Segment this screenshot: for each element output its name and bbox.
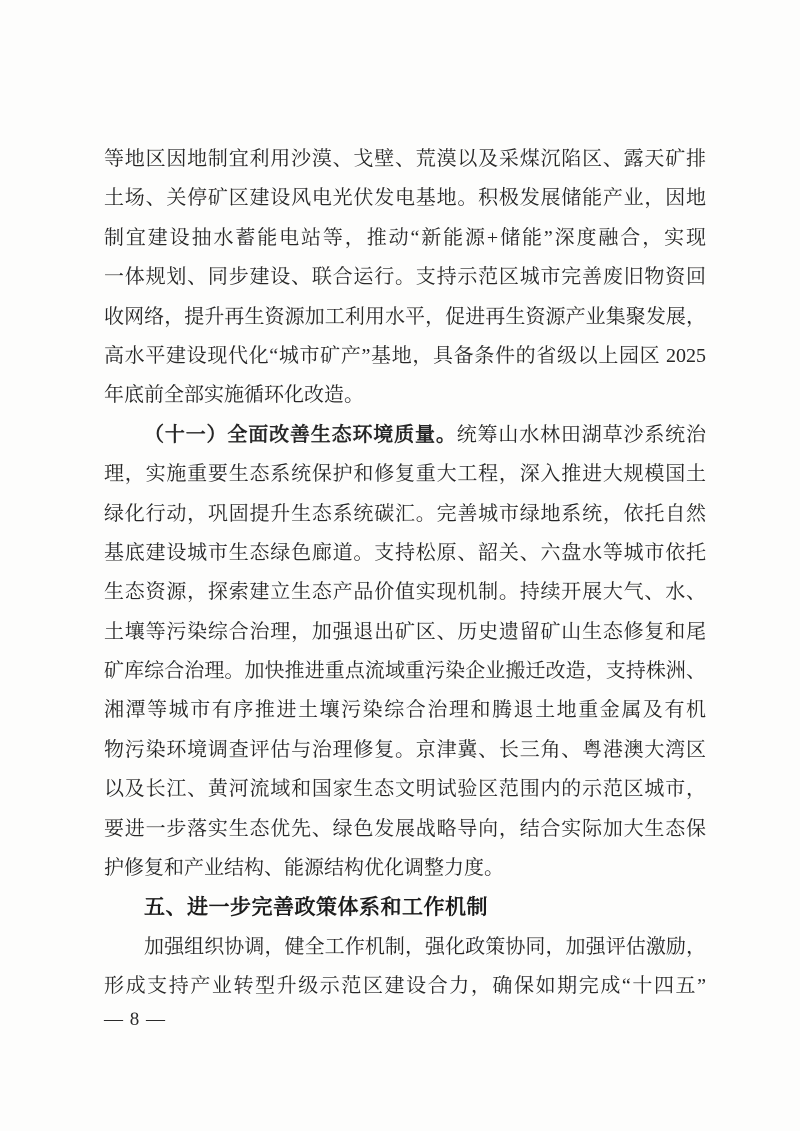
text-line xyxy=(104,731,706,770)
text-segment: 物污染环境调查评估与治理修复。京津冀、长三角、粤港澳大湾区 xyxy=(104,738,706,761)
text-segment: 收网络，提升再生资源加工利用水平，促进再生资源产业集聚发展， xyxy=(104,305,706,328)
text-line xyxy=(104,337,706,376)
text-segment: 要进一步落实生态优先、绿色发展战略导向，结合实际加大生态保 xyxy=(104,817,706,840)
text-line xyxy=(104,928,706,967)
text-line xyxy=(104,376,706,415)
text-segment: 理，实施重要生态系统保护和修复重大工程，深入推进大规模国土 xyxy=(104,463,706,486)
text-line xyxy=(104,140,706,179)
text-segment: 加强组织协调，健全工作机制，强化政策协同，加强评估激励， xyxy=(144,935,706,958)
text-segment: 土壤等污染综合治理，加强退出矿区、历史遗留矿山生态修复和尾 xyxy=(104,620,706,643)
text-segment: 湘潭等城市有序推进土壤污染综合治理和腾退土地重金属及有机 xyxy=(104,699,706,722)
page-number: — 8 — xyxy=(104,1009,166,1030)
text-line xyxy=(104,770,706,809)
text-segment: 一体规划、同步建设、联合运行。支持示范区城市完善废旧物资回 xyxy=(104,266,706,289)
text-segment: 以及长江、黄河流域和国家生态文明试验区范围内的示范区城市， xyxy=(104,778,706,801)
text-line xyxy=(104,495,706,534)
section-5-heading: 五、进一步完善政策体系和工作机制 xyxy=(144,896,488,920)
para-item-11-ecological-environment xyxy=(104,416,706,889)
text-segment: 年底前全部实施循环化改造。 xyxy=(104,384,364,407)
text-line xyxy=(104,455,706,494)
text-line xyxy=(104,613,706,652)
text-line xyxy=(104,534,706,573)
text-line xyxy=(104,416,706,455)
document-body xyxy=(104,140,706,1007)
text-line xyxy=(104,298,706,337)
text-segment: 统筹山水林田湖草沙系统治 xyxy=(456,423,706,446)
text-segment: 生态资源，探索建立生态产品价值实现机制。持续开展大气、水、 xyxy=(104,581,706,604)
text-segment: 等地区因地制宜利用沙漠、戈壁、荒漠以及采煤沉陷区、露天矿排 xyxy=(104,148,706,170)
text-line xyxy=(104,691,706,730)
text-segment: 制宜建设抽水蓄能电站等，推动“新能源+储能”深度融合，实现 xyxy=(104,226,706,249)
text-segment: 矿库综合治理。加快推进重点流域重污染企业搬迁改造，支持株洲、 xyxy=(104,660,706,683)
clause-lead-text: （十一）全面改善生态环境质量。 xyxy=(144,423,457,446)
text-segment: 基底建设城市生态绿色廊道。支持松原、韶关、六盘水等城市依托 xyxy=(104,541,706,564)
para-renewable-energy-continuation xyxy=(104,140,706,416)
text-line xyxy=(104,967,706,1006)
text-line xyxy=(104,179,706,218)
text-line xyxy=(104,652,706,691)
text-line xyxy=(104,810,706,849)
text-segment: 高水平建设现代化“城市矿产”基地，具备条件的省级以上园区 2025 xyxy=(104,344,706,367)
text-segment: 绿化行动，巩固提升生态系统碳汇。完善城市绿地系统，依托自然 xyxy=(104,502,706,525)
text-segment: 土场、关停矿区建设风电光伏发电基地。积极发展储能产业，因地 xyxy=(104,187,706,210)
para-policy-coordination xyxy=(104,928,706,1007)
text-line xyxy=(104,849,706,888)
text-line xyxy=(104,219,706,258)
text-segment: 形成支持产业转型升级示范区建设合力，确保如期完成“十四五” xyxy=(104,975,706,998)
text-line xyxy=(104,573,706,612)
text-segment: 护修复和产业结构、能源结构优化调整力度。 xyxy=(104,857,504,880)
text-line xyxy=(104,258,706,297)
